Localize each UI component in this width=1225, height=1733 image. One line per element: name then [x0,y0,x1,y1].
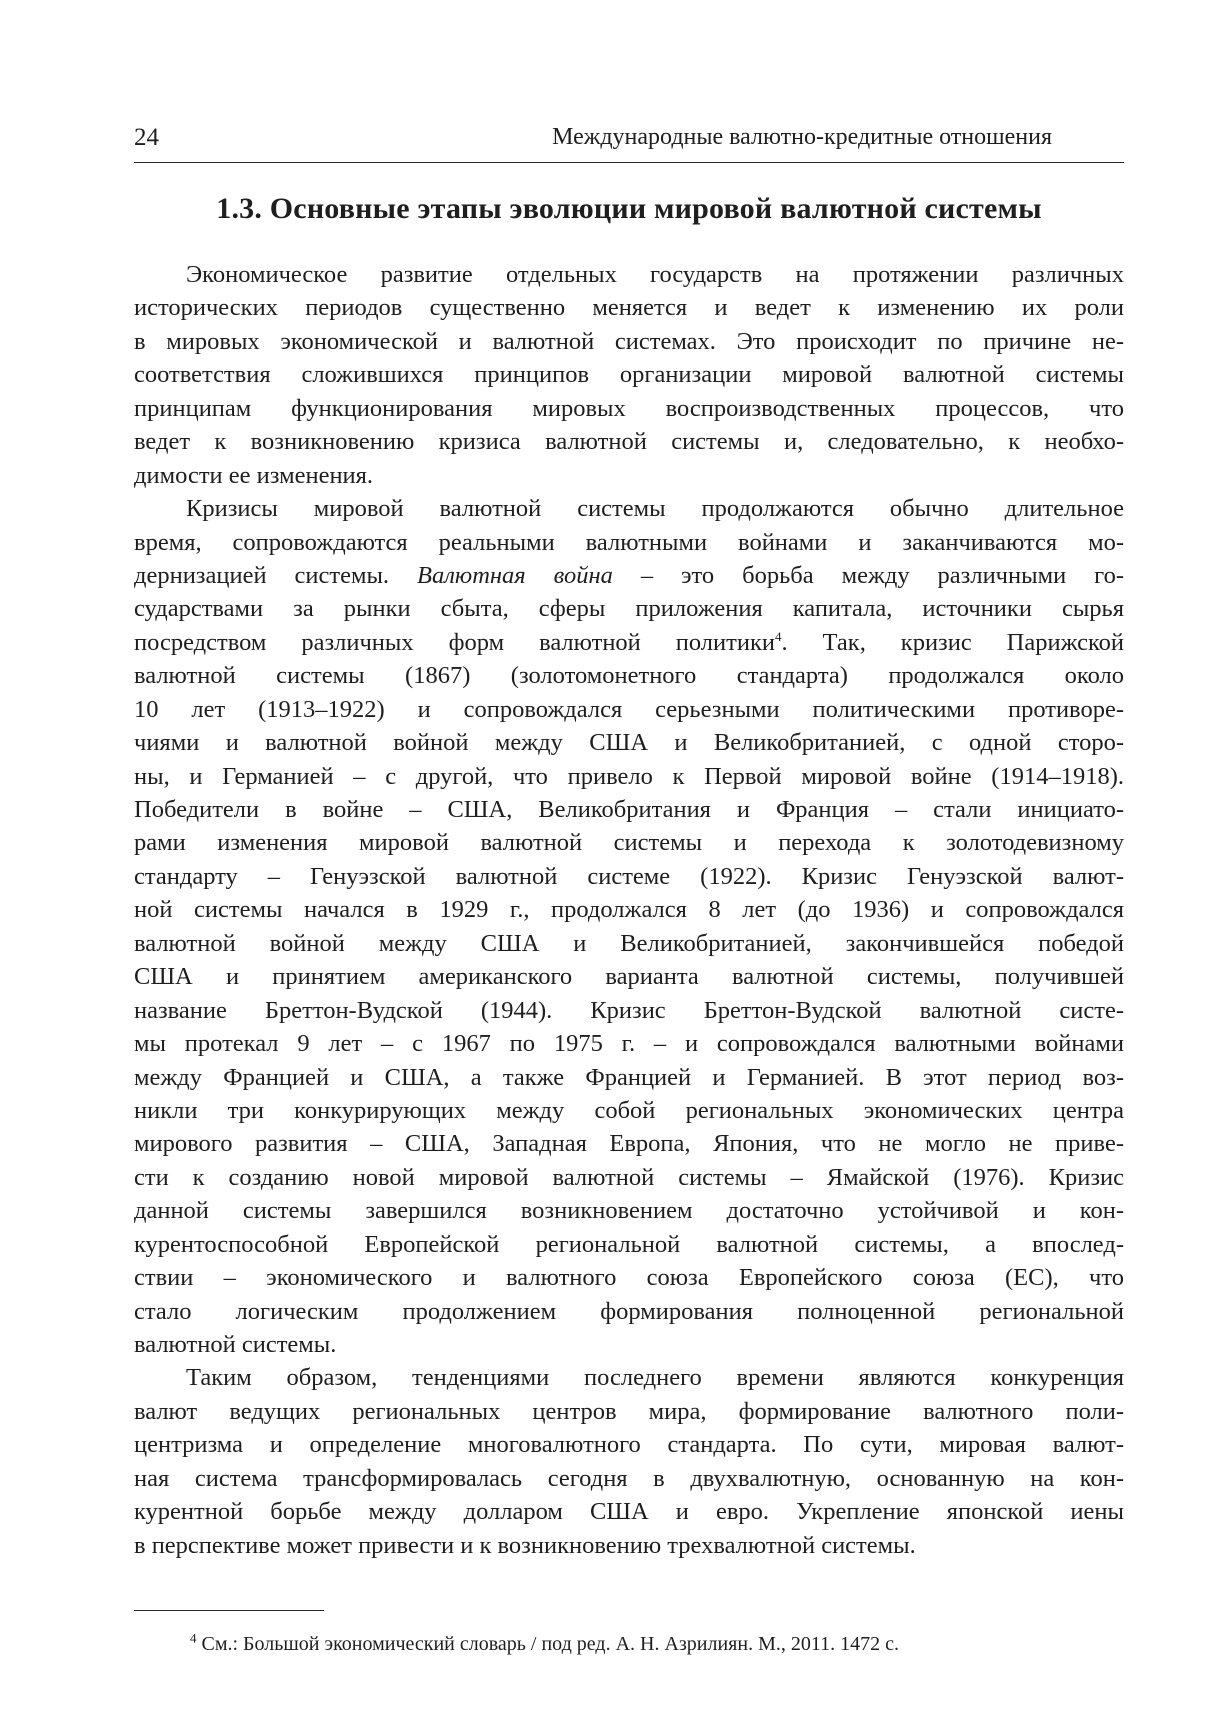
page-number: 24 [134,124,159,151]
paragraph-2-line-25: стало логическим продолжением формирования полноценной региональной [134,1297,1124,1325]
paragraph-2-line-8: чиями и валютной войной между США и Великобританией, с одной сторо- [134,729,1124,757]
footnote-divider [134,1610,324,1611]
footnote-mark: 4 [190,1630,197,1646]
footnote-text: См.: Большой экономический словарь / под ред. А. Н. Азрилиян. М., 2011. 1472 с. [196,1633,899,1655]
paragraph-2-line-23: курентоспособной Европейской региональной валютной системы, а впослед- [134,1230,1124,1258]
paragraph-2-line-5-end: . Так, кризис Парижской [781,628,1124,656]
paragraph-2-line-3-start: дернизацией системы. [134,561,390,589]
paragraph-1-line-5: принципам функционирования мировых воспроизводственных процессов, что [134,394,1124,422]
paragraph-3-line-5: курентной борьбе между долларом США и евро. Укрепление японской иены [134,1498,1124,1526]
body-text [134,258,1124,1562]
paragraph-2-line-11: рами изменения мировой валютной системы и перехода к золотодевизному [134,829,1124,857]
paragraph-2-line-6: валютной системы (1867) (золотомонетного стандарта) продолжался около [134,662,1124,690]
paragraph-2-line-15: США и принятием американского варианта валютной системы, получившей [134,963,1124,991]
paragraph-2-line-7: 10 лет (1913–1922) и сопровождался серьезными политическими противоре- [134,695,1124,723]
paragraph-2-line-3 [134,559,1124,592]
running-header [134,122,1124,163]
paragraph-3-line-4: ная система трансформировалась сегодня в двухвалютную, основанную на кон- [134,1464,1124,1492]
paragraph-3-line-6: в перспективе может привести и к возникновению трехвалютной системы. [134,1531,916,1559]
paragraph-2-line-20: мирового развития – США, Западная Европа, Япония, что не могло не приве- [134,1130,1124,1158]
running-title: Международные валютно-кредитные отношения [552,124,1052,150]
paragraph-2-line-4: сударствами за рынки сбыта, сферы приложения капитала, источники сырья [134,595,1124,623]
paragraph-2-line-22: данной системы завершился возникновением достаточно устойчивой и кон- [134,1197,1124,1225]
paragraph-2-line-26: валютной системы. [134,1331,337,1358]
paragraph-1-line-3: в мировых экономической и валютной системах. Это происходит по причине не- [134,327,1124,355]
paragraph-2-line-24: ствии – экономического и валютного союза Европейского союза (ЕС), что [134,1264,1124,1292]
paragraph-2-line-9: ны, и Германией – с другой, что привело к Первой мировой войне (1914–1918). [134,762,1124,790]
section-title: 1.3. Основные этапы эволюции мировой валютной системы [216,192,1042,225]
paragraph-2-line-1: Кризисы мировой валютной системы продолжаются обычно длительное [186,495,1124,523]
paragraph-2-line-21: сти к созданию новой мировой валютной системы – Ямайской (1976). Кризис [134,1163,1124,1191]
paragraph-1-line-7: димости ее изменения. [134,461,374,489]
paragraph-3-line-3: центризма и определение многовалютного стандарта. По сути, мировая валют- [134,1431,1124,1459]
paragraph-2-line-10: Победители в войне – США, Великобритания и Франция – стали инициато- [134,796,1124,823]
paragraph-3-line-2: валют ведущих региональных центров мира, формирование валютного поли- [134,1397,1124,1425]
paragraph-2-line-17: мы протекал 9 лет – с 1967 по 1975 г. – и сопровождался валютными войнами [134,1030,1124,1058]
paragraph-2-line-5-start: посредством различных форм валютной политики [134,628,775,656]
paragraph-1-line-6: ведет к возникновению кризиса валютной системы и, следовательно, к необхо- [134,428,1124,456]
italic-term-definition: – это борьба между различными го- [612,561,1124,589]
paragraph-2-line-18: между Францией и США, а также Францией и Германией. В этот период воз- [134,1063,1124,1091]
paragraph-1-line-4: соответствия сложившихся принципов организации мировой валютной системы [134,361,1124,389]
paragraph-2-line-14: валютной войной между США и Великобританией, закончившейся победой [134,929,1124,957]
paragraph-1-line-2: исторических периодов существенно меняется и ведет к изменению их роли [134,294,1124,322]
italic-term: Валютная война [417,561,613,589]
paragraph-2-line-16: название Бреттон-Вудской (1944). Кризис Бреттон-Вудской валютной систе- [134,996,1124,1024]
footnote-reference: 4 [774,628,782,644]
paragraph-1-line-1: Экономическое развитие отдельных государств на протяжении различных [186,261,1124,288]
paragraph-2-line-12: стандарту – Генуэзской валютной системе (1922). Кризис Генуэзской валют- [134,862,1124,890]
paragraph-2-line-2: время, сопровождаются реальными валютными войнами и заканчиваются мо- [134,528,1124,556]
paragraph-2-line-13: ной системы начался в 1929 г., продолжался 8 лет (до 1936) и сопровождался [134,896,1124,924]
paragraph-3-line-1: Таким образом, тенденциями последнего времени являются конкуренция [186,1364,1124,1392]
footnote [190,1630,899,1656]
paragraph-2-line-5 [134,626,1124,659]
paragraph-2-line-19: никли три конкурирующих между собой региональных экономических центра [134,1096,1124,1124]
